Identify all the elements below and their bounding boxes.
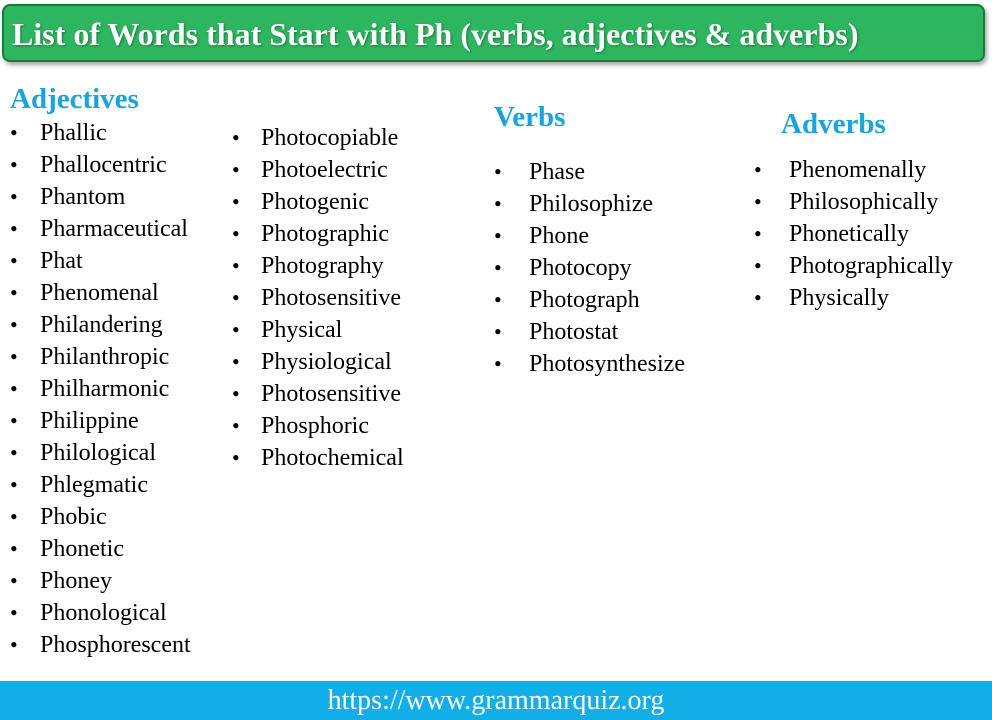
list-item: • Phlegmatic [10, 469, 191, 501]
list-item: • Photographic [232, 218, 404, 250]
list-item: • Photographically [754, 250, 953, 282]
footer-url: https://www.grammarquiz.org [327, 685, 665, 716]
list-item: • Physiological [232, 346, 404, 378]
list-item: • Photography [232, 250, 404, 282]
list-item: • Phat [10, 245, 191, 277]
list-item: • Phobic [10, 501, 191, 533]
list-item: • Photocopiable [232, 122, 404, 154]
list-item: • Phonological [10, 597, 191, 629]
list-item: • Phantom [10, 181, 191, 213]
list-item: • Physical [232, 314, 404, 346]
list-item: • Photograph [494, 284, 685, 316]
list-item: • Photogenic [232, 186, 404, 218]
list-item: • Phase [494, 156, 685, 188]
list-item: • Phenomenal [10, 277, 191, 309]
list-item: • Photosensitive [232, 282, 404, 314]
adverbs-list [754, 154, 953, 314]
list-item: • Photoelectric [232, 154, 404, 186]
list-item: • Phosphoric [232, 410, 404, 442]
list-item: • Photosensitive [232, 378, 404, 410]
adverbs-heading: Adverbs [781, 108, 886, 140]
list-item: • Philandering [10, 309, 191, 341]
list-item: • Philosophize [494, 188, 685, 220]
list-item: • Phonetically [754, 218, 953, 250]
list-item: • Photostat [494, 316, 685, 348]
list-item: • Phoney [10, 565, 191, 597]
list-item: • Philharmonic [10, 373, 191, 405]
list-item: • Phallocentric [10, 149, 191, 181]
adjectives-heading: Adjectives [10, 83, 139, 115]
list-item: • Philological [10, 437, 191, 469]
list-item: • Phonetic [10, 533, 191, 565]
title-banner [2, 4, 985, 62]
list-item: • Phone [494, 220, 685, 252]
list-item: • Phosphorescent [10, 629, 191, 661]
list-item: • Phallic [10, 117, 191, 149]
list-item: • Philosophically [754, 186, 953, 218]
verbs-heading: Verbs [494, 101, 566, 133]
list-item: • Philippine [10, 405, 191, 437]
list-item: • Photocopy [494, 252, 685, 284]
list-item: • Phenomenally [754, 154, 953, 186]
adjectives-list-column-2 [232, 122, 404, 474]
footer-bar [0, 681, 992, 720]
list-item: • Philanthropic [10, 341, 191, 373]
list-item: • Photochemical [232, 442, 404, 474]
list-item: • Physically [754, 282, 953, 314]
verbs-list [494, 156, 685, 380]
list-item: • Photosynthesize [494, 348, 685, 380]
page-title: List of Words that Start with Ph (verbs, adjectives & adverbs) [12, 16, 859, 52]
list-item: • Pharmaceutical [10, 213, 191, 245]
adjectives-list-column-1 [10, 117, 191, 661]
